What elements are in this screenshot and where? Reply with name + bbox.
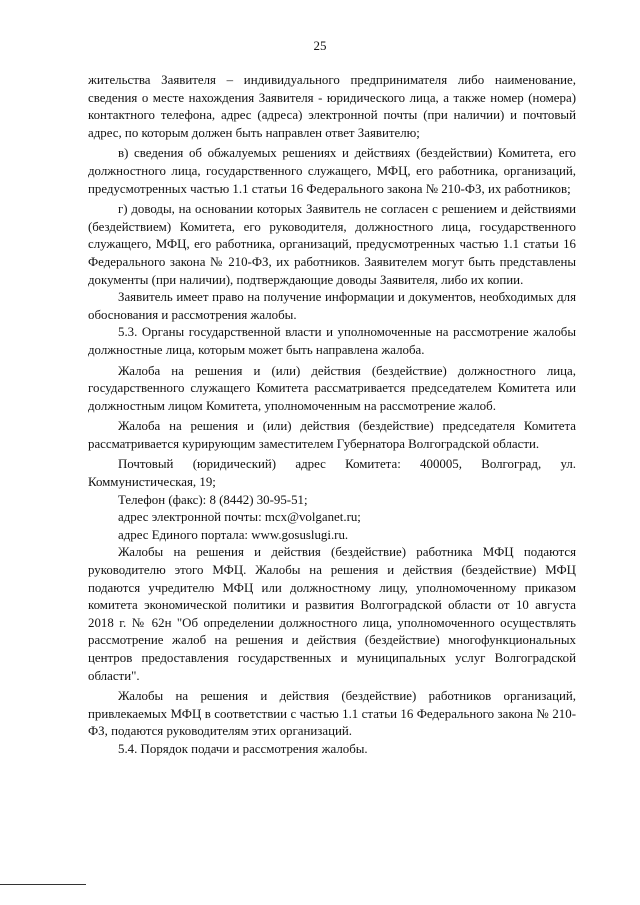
paragraph-phone: Телефон (факс): 8 (8442) 30-95-51; <box>118 492 308 507</box>
paragraph-section-5-3: 5.3. Органы государственной власти и уполномоченные на рассмотрение жалобы должностные лица, которым может быть направлена жалоба. <box>88 325 576 357</box>
paragraph-email: адрес электронной почты: mcx@volganet.ru; <box>118 510 361 525</box>
paragraph-postal-address: Почтовый (юридический) адрес Комитета: 400005, Волгоград, ул. Коммунистическая, 19; <box>88 457 576 490</box>
paragraph-item-g: г) доводы, на основании которых Заявитель не согласен с решением и действиями (бездействием) Комитета, его руководителя, должностного лица, государственного служащего, МФЦ, его работника, организаций, предусмотренных частью 1.1 статьи 16 Федерального закона № 210-ФЗ, их работников. Заявителем могут быть представлены документы (при наличии), подтверждающие доводы Заявителя, либо их копии. <box>88 202 576 287</box>
paragraph-applicant-address: жительства Заявителя – индивидуального предпринимателя либо наименование, сведения о месте нахождения Заявителя - юридического лица, а также номер (номера) контактного телефона, адрес (адреса) электронной почты (при наличии) и почтовый адрес, по которым должен быть направлен ответ Заявителю; <box>88 73 576 140</box>
paragraph-mfc-complaints: Жалобы на решения и действия (бездействие) работника МФЦ подаются руководителю этого МФЦ. Жалобы на решения и действия (бездействие) МФЦ подаются учредителю МФЦ или должностному лицу, уполномоченному приказом комитета экономической политики и развития Волгоградской области от 10 августа 2018 г. № 62н "Об определении должностного лица, уполномоченного осуществлять рассмотрение жалоб на решения и действия (бездействие) многофункциональных центров предоставления государственных и муниципальных услуг Волгоградской области". <box>88 545 576 683</box>
paragraph-section-5-4: 5.4. Порядок подачи и рассмотрения жалобы. <box>118 741 368 756</box>
document-body <box>88 72 576 759</box>
paragraph-applicant-rights: Заявитель имеет право на получение информации и документов, необходимых для обоснования и рассмотрения жалобы. <box>88 290 576 322</box>
paragraph-portal: адрес Единого портала: www.gosuslugi.ru. <box>118 527 349 542</box>
page-number: 25 <box>313 38 327 53</box>
paragraph-item-v: в) сведения об обжалуемых решениях и действиях (бездействии) Комитета, его должностного лица, государственного служащего, МФЦ, его работника, организаций, предусмотренных частью 1.1 статьи 16 Федерального закона № 210-ФЗ, их работников; <box>88 146 576 196</box>
footer-divider <box>0 884 86 885</box>
paragraph-organizations-complaints: Жалобы на решения и действия (бездействие) работников организаций, привлекаемых МФЦ в соответствии с частью 1.1 статьи 16 Федерального закона № 210-ФЗ, подаются руководителям этих организаций. <box>88 689 576 739</box>
paragraph-complaint-chairman: Жалоба на решения и (или) действия (бездействие) председателя Комитета рассматривается курирующим заместителем Губернатора Волгоградской области. <box>88 419 576 451</box>
paragraph-complaint-officials: Жалоба на решения и (или) действия (бездействие) должностного лица, государственного служащего Комитета рассматривается председателем Комитета или должностным лицом Комитета, уполномоченным на рассмотрение жалоб. <box>88 363 576 413</box>
